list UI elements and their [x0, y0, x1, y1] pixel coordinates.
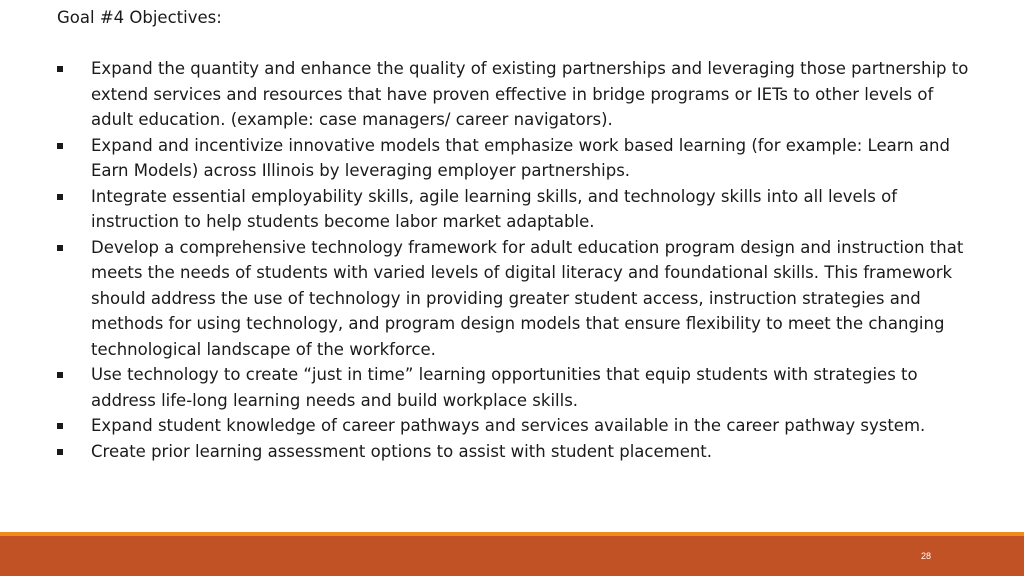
square-bullet-icon: [57, 423, 63, 429]
page-number: 28: [921, 551, 932, 561]
slide-heading: Goal #4 Objectives:: [57, 8, 222, 27]
square-bullet-icon: [57, 194, 63, 200]
list-item: [57, 235, 977, 363]
list-item: [57, 184, 977, 235]
square-bullet-icon: [57, 245, 63, 251]
list-item: [57, 362, 977, 413]
list-item: [57, 439, 977, 465]
objectives-list: [57, 56, 977, 464]
objective-text: Expand the quantity and enhance the quality of existing partnerships and leveraging those partnership to extend services and resources that have proven effective in bridge programs or IETs to other levels of adult education. (example: case managers/ career navigators).: [91, 59, 969, 129]
list-item: [57, 133, 977, 184]
objective-text: Develop a comprehensive technology framework for adult education program design and instruction that meets the needs of students with varied levels of digital literacy and foundational skills. This framework should address the use of technology in providing greater student access, instruction strategies and methods for using technology, and program design models that ensure flexibility to meet the changing technological landscape of the workforce.: [91, 237, 964, 359]
slide-content: [57, 5, 977, 464]
footer-bar: [0, 536, 1024, 576]
list-item: [57, 413, 977, 439]
objective-text: Use technology to create “just in time” learning opportunities that equip students with strategies to address life-long learning needs and build workplace skills.: [91, 365, 918, 410]
square-bullet-icon: [57, 449, 63, 455]
square-bullet-icon: [57, 372, 63, 378]
square-bullet-icon: [57, 66, 63, 72]
objective-text: Create prior learning assessment options to assist with student placement.: [91, 441, 713, 461]
objective-text: Expand student knowledge of career pathways and services available in the career pathway system.: [91, 416, 926, 435]
objective-text: Expand and incentivize innovative models that emphasize work based learning (for example: Learn and Earn Models) across Illinois by leveraging employer partnerships.: [91, 135, 950, 180]
square-bullet-icon: [57, 143, 63, 149]
list-item: [57, 56, 977, 133]
objective-text: Integrate essential employability skills, agile learning skills, and technology skills into all levels of instruction to help students become labor market adaptable.: [91, 186, 898, 231]
